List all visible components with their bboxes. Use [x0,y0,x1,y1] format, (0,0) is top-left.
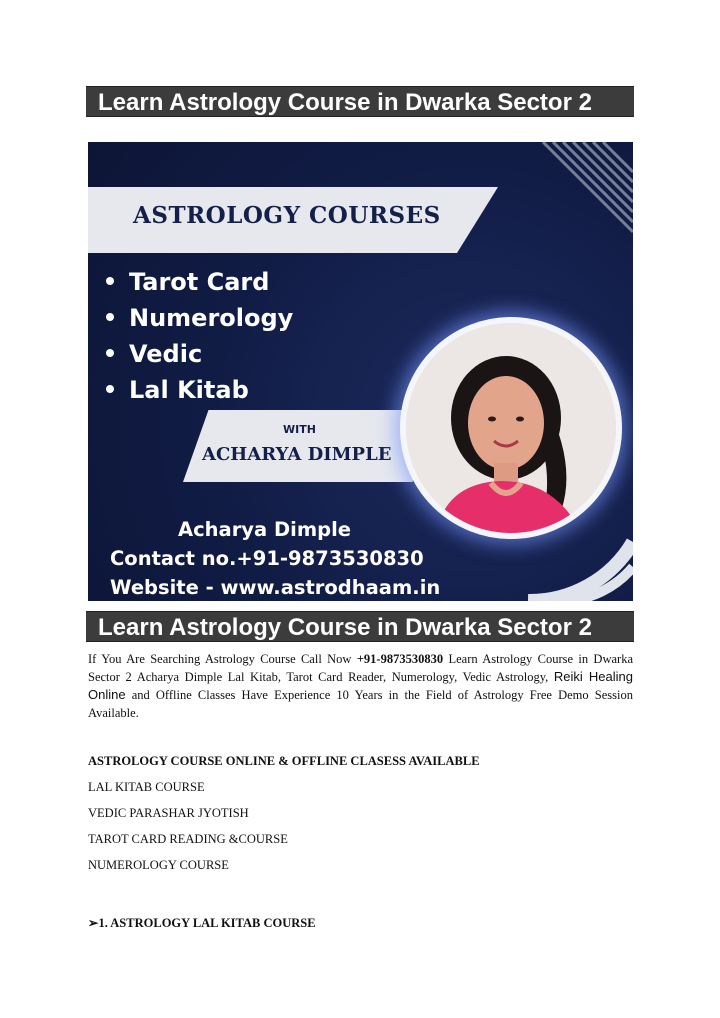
banner-title: ASTROLOGY COURSES [133,202,441,229]
section-1-heading: ➢1. ASTROLOGY LAL KITAB COURSE [88,916,316,930]
course-item: VEDIC PARASHAR JYOTISH [88,806,249,820]
courses-heading: ASTROLOGY COURSE ONLINE & OFFLINE CLASESS AVAILABLE [88,754,480,768]
course-banner-image [88,142,633,601]
section-heading: Learn Astrology Course in Dwarka Sector 2 [86,611,634,642]
bullet-icon [106,277,114,285]
phone-number: +91-9873530830 [356,652,444,666]
intro-text: Learn Astrology Course in Dwarka Sector 2 Acharya Dimple Lal Kitab, Tarot Card Reader, Numerology, Vedic Astrology, [88,652,633,684]
portrait-illustration [406,323,616,533]
with-label: WITH [283,423,316,436]
course-item: LAL KITAB COURSE [88,780,205,794]
banner-list-item: Lal Kitab [106,372,293,408]
bullet-icon [106,313,114,321]
banner-list-item: Numerology [106,300,293,336]
course-item: TAROT CARD READING &COURSE [88,832,288,846]
teacher-photo [400,317,622,539]
banner-website-line: Website - www.astrodhaam.in [110,576,441,599]
intro-paragraph [88,650,633,722]
bullet-icon [106,385,114,393]
banner-contact-block [110,515,440,601]
banner-contact-line: Contact no.+91-9873530830 [110,547,424,570]
banner-name-line: Acharya Dimple [178,518,352,541]
page-heading: Learn Astrology Course in Dwarka Sector 2 [86,86,634,117]
banner-list-item: Vedic [106,336,293,372]
intro-text: If You Are Searching Astrology Course Call Now [88,652,357,666]
intro-text: and Offline Classes Have Experience 10 Years in the Field of Astrology Free Demo Session Available. [88,688,633,720]
course-item: NUMEROLOGY COURSE [88,858,229,872]
bullet-icon [106,349,114,357]
reiki-link-text: Reiki Healing Online [88,669,633,702]
banner-list-item: Tarot Card [106,264,293,300]
banner-course-list [106,264,293,408]
with-name: ACHARYA DIMPLE [202,444,392,465]
